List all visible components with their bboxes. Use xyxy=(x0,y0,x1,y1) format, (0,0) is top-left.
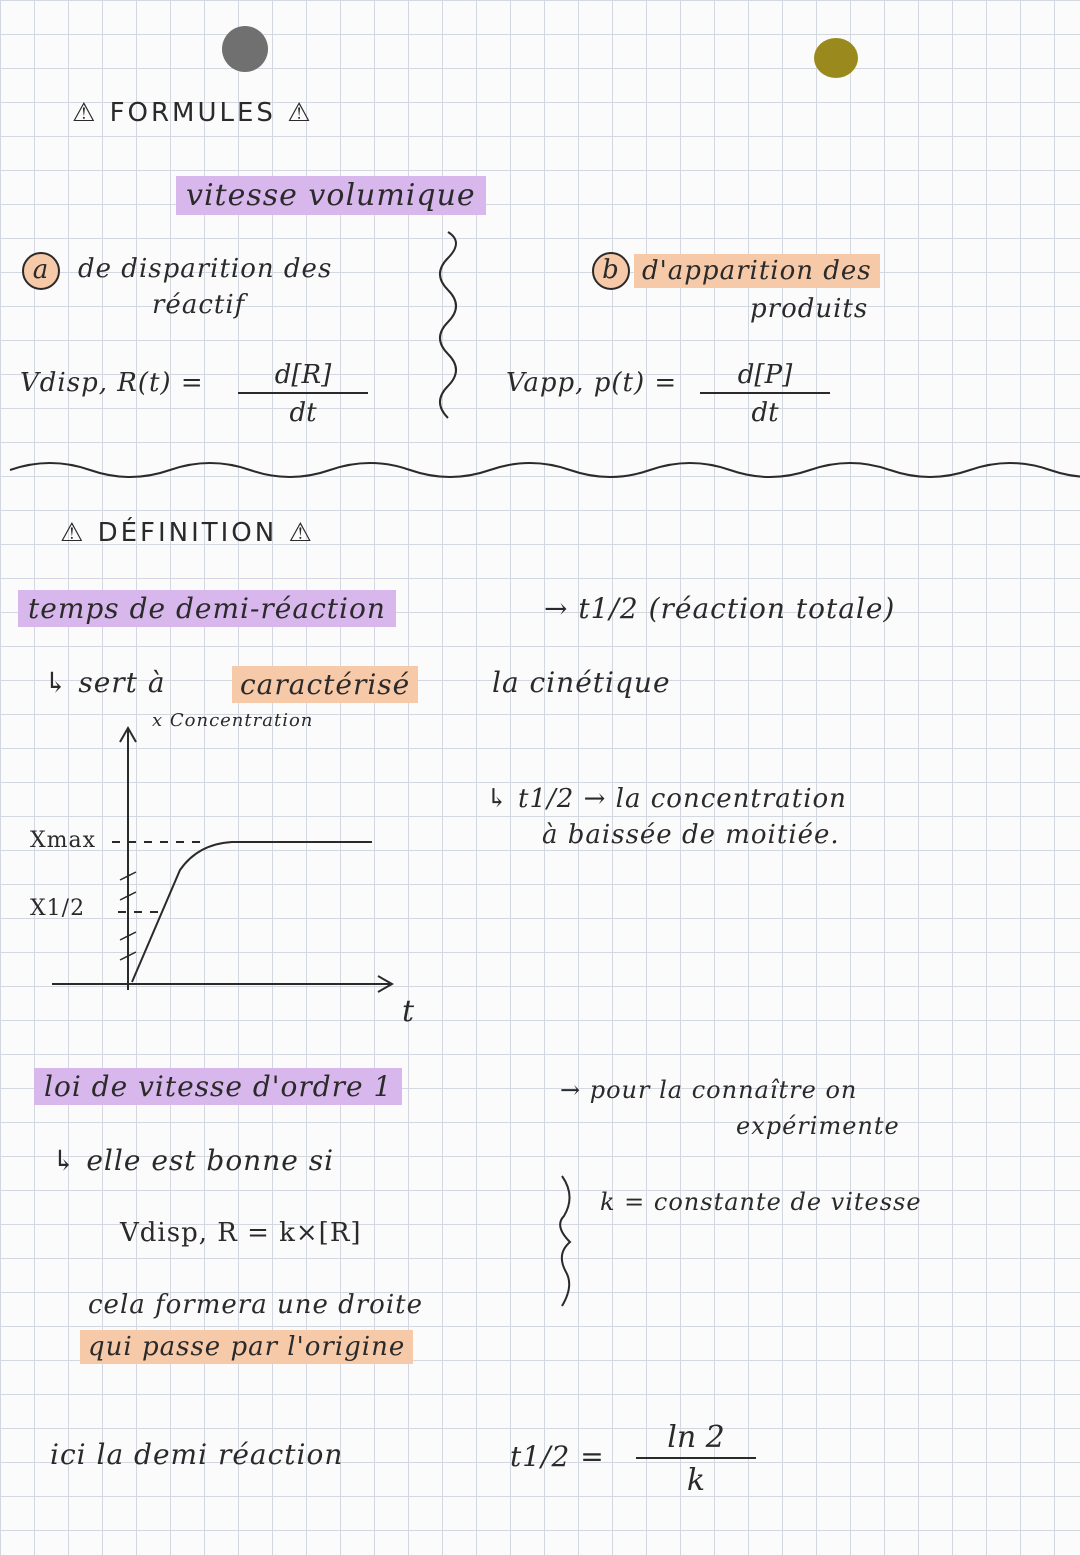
half-reaction-denominator: k xyxy=(686,1463,706,1498)
b-label-line2: produits xyxy=(750,294,869,324)
marker-b-letter: b xyxy=(602,255,620,285)
b-formula-numerator: d[P] xyxy=(700,360,830,394)
graph-xhalf-label: X1/2 xyxy=(30,896,86,921)
a-formula-lhs: Vdisp, R(t) = xyxy=(20,368,204,398)
a-label-line1: de disparition des xyxy=(78,254,333,284)
demi-reaction-arrow-note: → t1/2 (réaction totale) xyxy=(544,592,896,625)
half-note-line1: ↳ t1/2 → la concentration xyxy=(486,784,847,814)
graph-t-label: t xyxy=(402,994,416,1029)
formules-title: ⚠ FORMULES ⚠ xyxy=(72,98,314,128)
a-label-line2: réactif xyxy=(152,290,246,320)
b-label-line1: d'apparition des xyxy=(634,254,880,288)
line1-suffix: la cinétique xyxy=(492,666,671,699)
a-formula-denominator: dt xyxy=(289,398,317,428)
droite-line-a: cela formera une droite xyxy=(88,1290,423,1320)
temps-demi-reaction-heading: temps de demi-réaction xyxy=(18,590,396,627)
line1-prefix: ↳ sert à xyxy=(44,666,166,699)
marker-a-letter: a xyxy=(32,255,50,285)
a-formula-numerator: d[R] xyxy=(238,360,368,394)
loi-arrow-note-line2: expérimente xyxy=(736,1112,900,1140)
graph-xmax-label: Xmax xyxy=(30,828,97,853)
half-note-line2: à baissée de moitiée. xyxy=(542,820,840,850)
half-reaction-lhs: t1/2 = xyxy=(510,1440,605,1473)
b-formula-denominator: dt xyxy=(751,398,779,428)
line1-highlight: caractérisé xyxy=(232,666,418,703)
b-formula-lhs: Vapp, p(t) = xyxy=(506,368,678,398)
k-definition: k = constante de vitesse xyxy=(600,1188,922,1216)
half-reaction-fraction xyxy=(636,1420,756,1498)
graph-y-label: x Concentration xyxy=(152,710,314,731)
half-reaction-text: ici la demi réaction xyxy=(50,1438,344,1471)
condition-line: ↳ elle est bonne si xyxy=(52,1144,335,1177)
definition-title: ⚠ DÉFINITION ⚠ xyxy=(60,518,315,548)
droite-line-b: qui passe par l'origine xyxy=(80,1330,413,1364)
loi-vitesse-heading: loi de vitesse d'ordre 1 xyxy=(34,1068,402,1105)
half-reaction-numerator: ln 2 xyxy=(636,1420,756,1459)
order1-formula: Vdisp, R = k×[R] xyxy=(120,1218,362,1248)
graph-curve xyxy=(132,842,372,982)
loi-arrow-note-line1: → pour la connaître on xyxy=(560,1076,858,1104)
vitesse-volumique-heading: vitesse volumique xyxy=(176,176,486,215)
